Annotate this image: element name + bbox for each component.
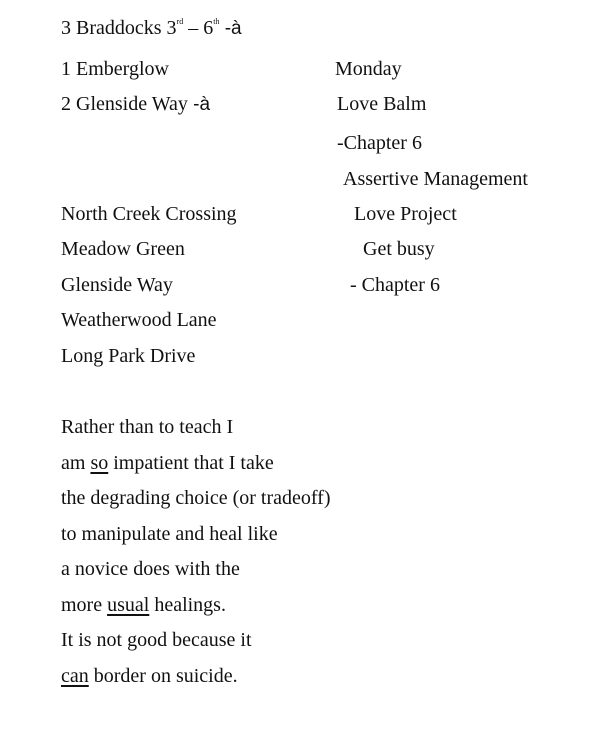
text-run: impatient that I take <box>108 452 274 474</box>
street-item: Glenside Way <box>61 274 173 296</box>
arrow-symbol: -à <box>219 18 242 39</box>
paragraph-line: Rather than to teach I <box>61 416 234 438</box>
street-item: Weatherwood Lane <box>61 309 217 331</box>
paragraph-line: a novice does with the <box>61 558 240 580</box>
street-item: North Creek Crossing <box>61 203 237 225</box>
text-run: am <box>61 452 91 474</box>
header-line <box>61 16 242 41</box>
underlined-word: usual <box>107 594 150 616</box>
list-item <box>61 92 210 117</box>
paragraph-line: to manipulate and heal like <box>61 523 278 545</box>
right-list-item: Love Balm <box>337 93 427 115</box>
paragraph-line: the degrading choice (or tradeoff) <box>61 487 331 509</box>
header-superscript-th: th <box>213 17 220 26</box>
right-list-item: - Chapter 6 <box>350 274 440 296</box>
underlined-word: can <box>61 665 89 687</box>
text-run: healings. <box>149 594 226 616</box>
paragraph-line <box>61 664 238 688</box>
header-range: – 6 <box>183 17 214 39</box>
paragraph-line <box>61 593 226 617</box>
list-item-label: 2 Glenside Way <box>61 93 188 115</box>
paragraph-line: It is not good because it <box>61 629 252 651</box>
right-list-item: Monday <box>335 58 402 80</box>
header-prefix: 3 Braddocks 3 <box>61 17 177 39</box>
paragraph-line <box>61 451 274 475</box>
street-item: Long Park Drive <box>61 345 196 367</box>
right-list-item: Love Project <box>354 203 457 225</box>
text-run: more <box>61 594 108 616</box>
right-list-item: -Chapter 6 <box>337 132 422 154</box>
street-item: Meadow Green <box>61 238 185 260</box>
arrow-symbol: -à <box>187 94 211 115</box>
right-list-item: Assertive Management <box>343 168 528 190</box>
right-list-item: Get busy <box>363 238 435 260</box>
header-superscript-rd: rd <box>176 17 184 26</box>
list-item: 1 Emberglow <box>61 58 169 80</box>
underlined-word: so <box>90 452 109 474</box>
text-run: border on suicide. <box>88 665 238 687</box>
